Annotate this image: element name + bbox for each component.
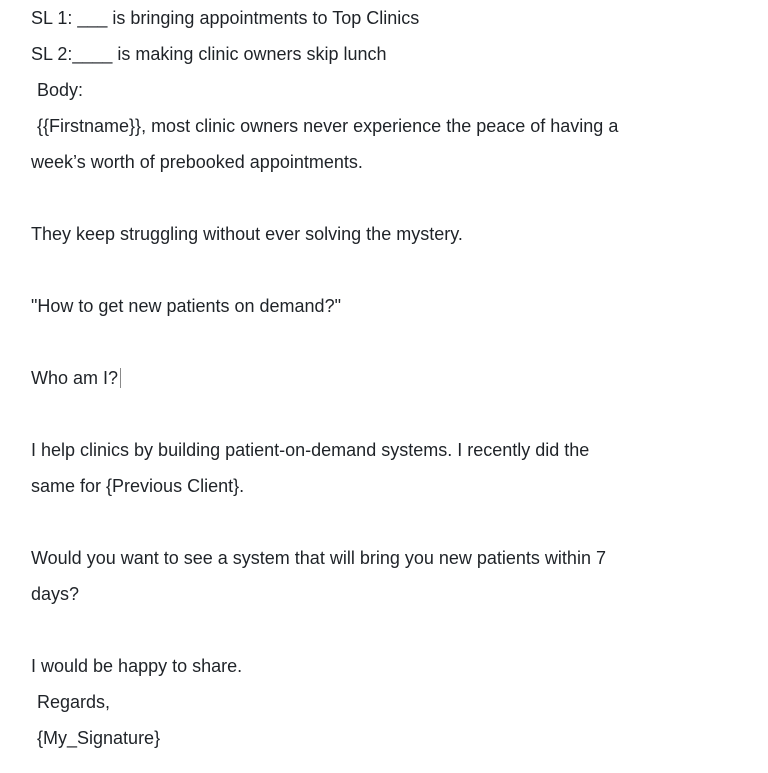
body-line: "How to get new patients on demand?" (31, 296, 341, 316)
body-line-with-cursor (31, 360, 721, 396)
blank-line (31, 180, 721, 216)
blank-line (31, 612, 721, 648)
blank-line (31, 324, 721, 360)
closing: Regards, (37, 692, 111, 712)
blank-line (31, 252, 721, 288)
blank-line (31, 504, 721, 540)
signature-placeholder: {My_Signature} (37, 728, 161, 748)
body-line: {{Firstname}}, most clinic owners never experience the peace of having a (37, 116, 619, 136)
blank-line (31, 396, 721, 432)
email-document[interactable] (31, 0, 721, 756)
body-line: days? (31, 584, 80, 604)
body-line: I help clinics by building patient-on-demand systems. I recently did the (31, 440, 590, 460)
body-line: week’s worth of prebooked appointments. (31, 152, 363, 172)
body-line: same for {Previous Client}. (31, 476, 245, 496)
body-line-text: Who am I? (31, 368, 119, 388)
text-cursor (120, 368, 121, 388)
subject-line-1: SL 1: ___ is bringing appointments to Top Clinics (31, 8, 420, 28)
body-line: I would be happy to share. (31, 656, 243, 676)
body-line: Would you want to see a system that will bring you new patients within 7 (31, 548, 606, 568)
subject-line-2: SL 2:____ is making clinic owners skip lunch (31, 44, 387, 64)
body-line: They keep struggling without ever solving the mystery. (31, 224, 463, 244)
body-label: Body: (37, 80, 84, 100)
